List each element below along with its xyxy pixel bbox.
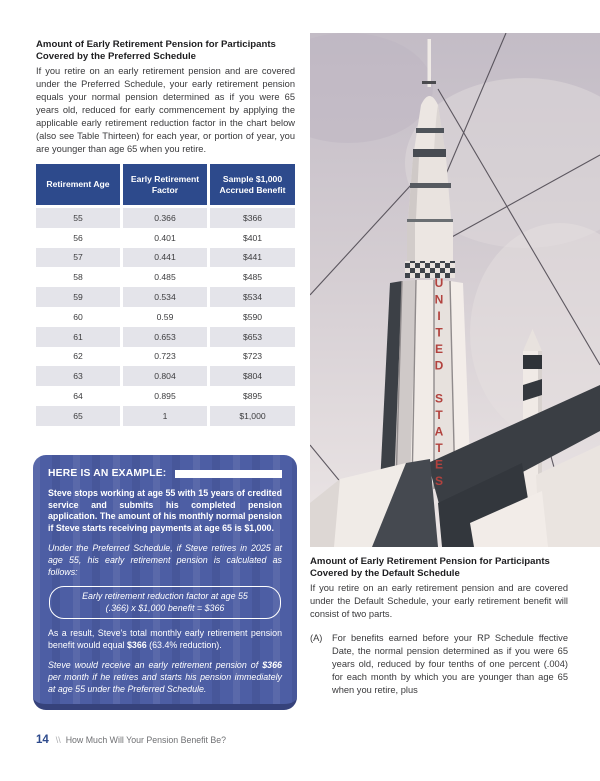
left-column xyxy=(36,39,295,156)
table-header-early-retirement-factor: Early Retirement Factor xyxy=(123,164,207,205)
example-paragraph-2: Under the Preferred Schedule, if Steve retires in 2025 at age 55, his early retirement pension is calculated as follows: xyxy=(48,543,282,577)
table-cell: $804 xyxy=(210,366,295,386)
table-cell: 0.895 xyxy=(123,386,207,406)
section-heading-preferred: Amount of Early Retirement Pension for Participants Covered by the Preferred Schedule xyxy=(36,39,276,63)
table-cell: 0.804 xyxy=(123,366,207,386)
table-cell: 64 xyxy=(36,386,120,406)
table-cell: 0.485 xyxy=(123,267,207,287)
table-cell: $485 xyxy=(210,267,295,287)
list-item-a xyxy=(310,632,568,697)
section-body-default: If you retire on an early retirement pension and are covered under the Default Schedule, your early retirement benefit will consist of two parts. xyxy=(310,583,568,620)
table-cell: 62 xyxy=(36,347,120,367)
table-cell: $653 xyxy=(210,327,295,347)
paragraph-text: (63.4% reduction). xyxy=(146,639,222,650)
example-paragraph-1: Steve stops working at age 55 with 15 years of credited service and submits his completed pension application. The amount of his monthly normal pension if Steve starts receiving payments at age 65 is $1,000. xyxy=(48,488,282,533)
page-footer xyxy=(36,734,226,746)
example-box-title-bar xyxy=(175,470,282,478)
section-heading-default: Amount of Early Retirement Pension for Participants Covered by the Default Schedule xyxy=(310,556,550,580)
table-cell: 1 xyxy=(123,406,207,426)
table-cell: $366 xyxy=(210,208,295,228)
rocket-photo-illustration xyxy=(310,33,600,547)
rocket-photo xyxy=(310,33,600,547)
table-cell: 58 xyxy=(36,267,120,287)
table-cell: $1,000 xyxy=(210,406,295,426)
page-number: 14 xyxy=(36,734,49,746)
table-cell: $441 xyxy=(210,248,295,268)
right-column xyxy=(310,556,568,697)
footer-separator: \\ xyxy=(55,735,61,745)
table-cell: 0.366 xyxy=(123,208,207,228)
table-cell: 55 xyxy=(36,208,120,228)
table-cell: $590 xyxy=(210,307,295,327)
bold-amount: $366 xyxy=(126,639,147,650)
paragraph-text: As a result, Steve's total monthly early retirement pension benefit would equal xyxy=(48,628,282,650)
table-cell: 57 xyxy=(36,248,120,268)
table-cell: 59 xyxy=(36,287,120,307)
section-body-preferred: If you retire on an early retirement pension and are covered under the Preferred Schedule, your early retirement pension equals your normal pension determined as if you were 65 years old, reduced for early commencement by applying the applicable early retirement reduction factor in the chart below (also see Table Thirteen) for each year, or portion of year, you are younger than age 65 when you retire. xyxy=(36,66,295,155)
formula-line-2: (.366) x $1,000 benefit = $366 xyxy=(105,602,225,613)
table-cell: 0.723 xyxy=(123,347,207,367)
table-cell: 0.401 xyxy=(123,228,207,248)
bold-amount: $366 xyxy=(262,660,282,671)
table-cell: $723 xyxy=(210,347,295,367)
formula-box xyxy=(49,586,281,619)
table-cell: 65 xyxy=(36,406,120,426)
retirement-factor-table xyxy=(36,164,295,426)
table-cell: $895 xyxy=(210,386,295,406)
rocket-united-states-text: UNITED STATES xyxy=(432,276,446,491)
table-cell: 0.441 xyxy=(123,248,207,268)
list-item-a-text: For benefits earned before your RP Schedule ffective Date, the normal pension determined as if you were 65 years old, reduced by four tenths of one percent (.004) for each month by which you are younger than age 65 when you retire, plus xyxy=(332,633,568,696)
table-cell: 61 xyxy=(36,327,120,347)
table-body xyxy=(36,208,295,426)
paragraph-text: Steve would receive an early retirement pension of xyxy=(48,660,263,671)
table-cell: 0.653 xyxy=(123,327,207,347)
example-box-title: HERE IS AN EXAMPLE: xyxy=(48,468,167,479)
formula-line-1: Early retirement reduction factor at age 55 xyxy=(82,591,248,602)
footer-title: How Much Will Your Pension Benefit Be? xyxy=(65,735,227,745)
table-cell: 0.59 xyxy=(123,307,207,327)
table-cell: 0.534 xyxy=(123,287,207,307)
example-paragraph-3 xyxy=(48,628,282,651)
table-header-retirement-age: Retirement Age xyxy=(36,164,120,205)
table-cell: 56 xyxy=(36,228,120,248)
example-paragraph-4 xyxy=(48,660,282,695)
table-cell: 60 xyxy=(36,307,120,327)
table-header-row xyxy=(36,164,295,205)
table-cell: 63 xyxy=(36,366,120,386)
table-cell: $401 xyxy=(210,228,295,248)
paragraph-text: per month if he retires and starts his pension immediately at age 55 under the Preferred Schedule. xyxy=(48,671,282,694)
example-callout-box xyxy=(33,455,297,710)
table-cell: $534 xyxy=(210,287,295,307)
example-box-header xyxy=(48,468,282,479)
list-item-a-label: (A) xyxy=(310,633,323,644)
table-header-sample-accrued-benefit: Sample $1,000 Accrued Benefit xyxy=(210,164,295,205)
